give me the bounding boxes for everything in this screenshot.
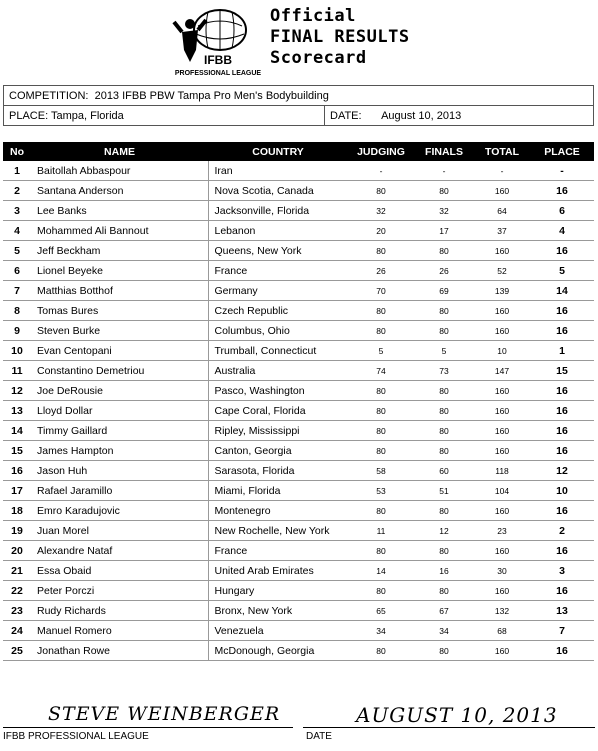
ifbb-logo <box>168 6 268 78</box>
final-place: 16 <box>530 441 594 461</box>
column-header-place: PLACE <box>530 142 594 161</box>
results-body <box>3 161 594 661</box>
finals-score: 80 <box>414 241 474 261</box>
table-row <box>3 581 594 601</box>
final-place: 15 <box>530 361 594 381</box>
judging-score: 70 <box>348 281 414 301</box>
competitor-name: Rudy Richards <box>31 601 208 621</box>
competitor-name: Juan Morel <box>31 521 208 541</box>
table-row <box>3 481 594 501</box>
competitor-name: Constantino Demetriou <box>31 361 208 381</box>
title-line-2: FINAL RESULTS <box>270 27 410 47</box>
table-row <box>3 221 594 241</box>
signature-line <box>3 727 293 728</box>
table-row <box>3 501 594 521</box>
total-score: 139 <box>474 281 530 301</box>
competitor-country: Australia <box>208 361 348 381</box>
row-number: 23 <box>3 601 31 621</box>
competitor-country: Czech Republic <box>208 301 348 321</box>
table-row <box>3 321 594 341</box>
finals-score: 80 <box>414 301 474 321</box>
judging-score: 80 <box>348 181 414 201</box>
row-number: 7 <box>3 281 31 301</box>
total-score: 118 <box>474 461 530 481</box>
total-score: 160 <box>474 181 530 201</box>
final-place: 16 <box>530 381 594 401</box>
final-place: 16 <box>530 321 594 341</box>
judging-score: 5 <box>348 341 414 361</box>
finals-score: 80 <box>414 421 474 441</box>
finals-score: 67 <box>414 601 474 621</box>
finals-score: 80 <box>414 181 474 201</box>
scorecard-title <box>270 6 410 69</box>
competition-value: 2013 IFBB PBW Tampa Pro Men's Bodybuilding <box>94 89 329 102</box>
row-number: 5 <box>3 241 31 261</box>
competitor-name: Mohammed Ali Bannout <box>31 221 208 241</box>
final-place: 10 <box>530 481 594 501</box>
competitor-country: Iran <box>208 161 348 181</box>
final-place: 16 <box>530 301 594 321</box>
total-score: 160 <box>474 401 530 421</box>
row-number: 8 <box>3 301 31 321</box>
table-row <box>3 621 594 641</box>
row-number: 1 <box>3 161 31 181</box>
title-line-3: Scorecard <box>270 48 367 68</box>
judging-score: 80 <box>348 541 414 561</box>
final-place: 16 <box>530 181 594 201</box>
competitor-name: Manuel Romero <box>31 621 208 641</box>
judging-score: 53 <box>348 481 414 501</box>
row-number: 9 <box>3 321 31 341</box>
table-row <box>3 201 594 221</box>
total-score: 160 <box>474 501 530 521</box>
row-number: 15 <box>3 441 31 461</box>
competitor-country: Jacksonville, Florida <box>208 201 348 221</box>
table-row <box>3 241 594 261</box>
title-line-1: Official <box>270 6 356 26</box>
row-number: 25 <box>3 641 31 661</box>
competitor-country: Pasco, Washington <box>208 381 348 401</box>
column-header-finals: FINALS <box>414 142 474 161</box>
total-score: - <box>474 161 530 181</box>
judging-score: 32 <box>348 201 414 221</box>
total-score: 160 <box>474 541 530 561</box>
finals-score: 80 <box>414 641 474 661</box>
total-score: 104 <box>474 481 530 501</box>
competitor-country: Ripley, Mississippi <box>208 421 348 441</box>
row-number: 2 <box>3 181 31 201</box>
competitor-name: Matthias Botthof <box>31 281 208 301</box>
total-score: 160 <box>474 441 530 461</box>
final-place: 7 <box>530 621 594 641</box>
table-row <box>3 401 594 421</box>
date-value: August 10, 2013 <box>381 109 462 122</box>
judging-score: 80 <box>348 581 414 601</box>
finals-score: 80 <box>414 401 474 421</box>
column-header-no: No <box>3 142 31 161</box>
competitor-name: Jeff Beckham <box>31 241 208 261</box>
competitor-name: Essa Obaid <box>31 561 208 581</box>
competitor-name: Tomas Bures <box>31 301 208 321</box>
total-score: 132 <box>474 601 530 621</box>
table-row <box>3 261 594 281</box>
final-place: - <box>530 161 594 181</box>
date-cell <box>325 106 594 126</box>
final-place: 6 <box>530 201 594 221</box>
competitor-country: Canton, Georgia <box>208 441 348 461</box>
competitor-country: Hungary <box>208 581 348 601</box>
total-score: 37 <box>474 221 530 241</box>
final-place: 1 <box>530 341 594 361</box>
final-place: 3 <box>530 561 594 581</box>
total-score: 68 <box>474 621 530 641</box>
competitor-country: New Rochelle, New York <box>208 521 348 541</box>
competitor-country: Lebanon <box>208 221 348 241</box>
table-row <box>3 301 594 321</box>
judging-score: 74 <box>348 361 414 381</box>
competitor-name: Steven Burke <box>31 321 208 341</box>
competitor-name: Baitollah Abbaspour <box>31 161 208 181</box>
row-number: 19 <box>3 521 31 541</box>
finals-score: 80 <box>414 441 474 461</box>
table-row <box>3 341 594 361</box>
competitor-name: Evan Centopani <box>31 341 208 361</box>
judging-score: 80 <box>348 241 414 261</box>
final-place: 16 <box>530 581 594 601</box>
row-number: 13 <box>3 401 31 421</box>
competitor-country: McDonough, Georgia <box>208 641 348 661</box>
finals-score: 34 <box>414 621 474 641</box>
row-number: 22 <box>3 581 31 601</box>
total-score: 160 <box>474 321 530 341</box>
column-header-name: NAME <box>31 142 208 161</box>
competitor-name: Emro Karadujovic <box>31 501 208 521</box>
competitor-country: Columbus, Ohio <box>208 321 348 341</box>
table-row <box>3 521 594 541</box>
table-row <box>3 181 594 201</box>
competitor-name: Santana Anderson <box>31 181 208 201</box>
judging-score: 80 <box>348 421 414 441</box>
total-score: 23 <box>474 521 530 541</box>
row-number: 17 <box>3 481 31 501</box>
total-score: 147 <box>474 361 530 381</box>
judging-score: 26 <box>348 261 414 281</box>
column-header-judging: JUDGING <box>348 142 414 161</box>
total-score: 160 <box>474 641 530 661</box>
total-score: 160 <box>474 381 530 401</box>
total-score: 52 <box>474 261 530 281</box>
total-score: 160 <box>474 241 530 261</box>
judging-score: 80 <box>348 401 414 421</box>
row-number: 12 <box>3 381 31 401</box>
place-value: Tampa, Florida <box>51 109 124 122</box>
final-place: 16 <box>530 501 594 521</box>
final-place: 16 <box>530 541 594 561</box>
competitor-country: Bronx, New York <box>208 601 348 621</box>
competitor-name: Joe DeRousie <box>31 381 208 401</box>
finals-score: 26 <box>414 261 474 281</box>
logo-sub-text: PROFESSIONAL LEAGUE <box>174 70 262 77</box>
judging-score: 80 <box>348 641 414 661</box>
column-header-country: COUNTRY <box>208 142 348 161</box>
competitor-name: Jason Huh <box>31 461 208 481</box>
judging-score: - <box>348 161 414 181</box>
finals-score: 32 <box>414 201 474 221</box>
table-row <box>3 381 594 401</box>
competition-cell <box>4 86 594 106</box>
place-cell <box>4 106 325 126</box>
judging-score: 80 <box>348 381 414 401</box>
judging-score: 80 <box>348 321 414 341</box>
finals-score: 60 <box>414 461 474 481</box>
competitor-name: Timmy Gaillard <box>31 421 208 441</box>
table-row <box>3 561 594 581</box>
competitor-name: Rafael Jaramillo <box>31 481 208 501</box>
judging-score: 80 <box>348 301 414 321</box>
judging-score: 58 <box>348 461 414 481</box>
competitor-name: Alexandre Nataf <box>31 541 208 561</box>
table-row <box>3 441 594 461</box>
row-number: 3 <box>3 201 31 221</box>
total-score: 30 <box>474 561 530 581</box>
row-number: 4 <box>3 221 31 241</box>
row-number: 10 <box>3 341 31 361</box>
table-row <box>3 461 594 481</box>
competitor-country: Nova Scotia, Canada <box>208 181 348 201</box>
judging-score: 20 <box>348 221 414 241</box>
table-row <box>3 161 594 181</box>
competitor-name: Jonathan Rowe <box>31 641 208 661</box>
table-row <box>3 361 594 381</box>
total-score: 160 <box>474 581 530 601</box>
finals-score: 80 <box>414 381 474 401</box>
total-score: 64 <box>474 201 530 221</box>
competition-label: COMPETITION: <box>9 89 89 102</box>
finals-score: 80 <box>414 541 474 561</box>
judging-score: 65 <box>348 601 414 621</box>
finals-score: 16 <box>414 561 474 581</box>
final-place: 5 <box>530 261 594 281</box>
finals-score: 51 <box>414 481 474 501</box>
table-row <box>3 641 594 661</box>
finals-score: 17 <box>414 221 474 241</box>
results-header-row <box>3 142 594 161</box>
finals-score: 69 <box>414 281 474 301</box>
signature-label: IFBB PROFESSIONAL LEAGUE <box>3 731 149 742</box>
finals-score: 5 <box>414 341 474 361</box>
competitor-country: France <box>208 541 348 561</box>
total-score: 10 <box>474 341 530 361</box>
row-number: 20 <box>3 541 31 561</box>
competitor-country: Queens, New York <box>208 241 348 261</box>
finals-score: 80 <box>414 321 474 341</box>
competitor-country: Germany <box>208 281 348 301</box>
row-number: 18 <box>3 501 31 521</box>
competitor-country: Sarasota, Florida <box>208 461 348 481</box>
final-place: 16 <box>530 401 594 421</box>
date-signature-label: DATE <box>306 731 332 742</box>
row-number: 11 <box>3 361 31 381</box>
competitor-country: Trumball, Connecticut <box>208 341 348 361</box>
competitor-country: Miami, Florida <box>208 481 348 501</box>
finals-score: - <box>414 161 474 181</box>
final-place: 16 <box>530 241 594 261</box>
handwritten-date: AUGUST 10, 2013 <box>356 703 558 727</box>
results-table <box>3 142 594 661</box>
signature: STEVE WEINBERGER <box>48 703 281 725</box>
competitor-name: Lee Banks <box>31 201 208 221</box>
row-number: 24 <box>3 621 31 641</box>
final-place: 16 <box>530 421 594 441</box>
final-place: 12 <box>530 461 594 481</box>
competitor-name: James Hampton <box>31 441 208 461</box>
table-row <box>3 281 594 301</box>
total-score: 160 <box>474 421 530 441</box>
table-row <box>3 601 594 621</box>
final-place: 4 <box>530 221 594 241</box>
judging-score: 80 <box>348 441 414 461</box>
final-place: 14 <box>530 281 594 301</box>
row-number: 21 <box>3 561 31 581</box>
competitor-country: Venezuela <box>208 621 348 641</box>
table-row <box>3 421 594 441</box>
judging-score: 34 <box>348 621 414 641</box>
competitor-country: Montenegro <box>208 501 348 521</box>
final-place: 16 <box>530 641 594 661</box>
finals-score: 12 <box>414 521 474 541</box>
finals-score: 80 <box>414 581 474 601</box>
judging-score: 11 <box>348 521 414 541</box>
date-label: DATE: <box>330 109 362 122</box>
row-number: 6 <box>3 261 31 281</box>
date-line <box>303 727 595 728</box>
finals-score: 73 <box>414 361 474 381</box>
competitor-country: Cape Coral, Florida <box>208 401 348 421</box>
judging-score: 14 <box>348 561 414 581</box>
competition-info-table <box>3 85 594 126</box>
table-row <box>3 541 594 561</box>
judging-score: 80 <box>348 501 414 521</box>
competitor-country: France <box>208 261 348 281</box>
logo-main-text: IFBB <box>204 53 232 67</box>
row-number: 14 <box>3 421 31 441</box>
row-number: 16 <box>3 461 31 481</box>
final-place: 2 <box>530 521 594 541</box>
column-header-total: TOTAL <box>474 142 530 161</box>
competitor-name: Peter Porczi <box>31 581 208 601</box>
final-place: 13 <box>530 601 594 621</box>
competitor-name: Lionel Beyeke <box>31 261 208 281</box>
competitor-name: Lloyd Dollar <box>31 401 208 421</box>
total-score: 160 <box>474 301 530 321</box>
place-label: PLACE: <box>9 109 49 122</box>
competitor-country: United Arab Emirates <box>208 561 348 581</box>
finals-score: 80 <box>414 501 474 521</box>
